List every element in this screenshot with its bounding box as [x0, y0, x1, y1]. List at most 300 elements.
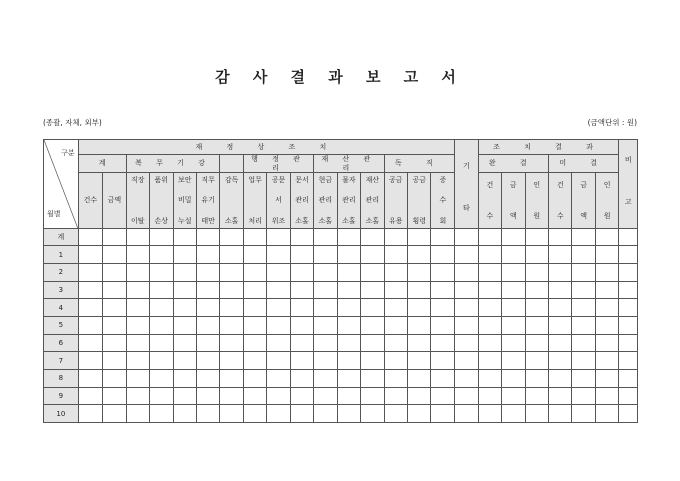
data-cell[interactable] [384, 228, 407, 246]
data-cell[interactable] [243, 264, 266, 282]
data-cell[interactable] [243, 369, 266, 387]
inspection-header: 독 직 [384, 155, 455, 172]
data-cell[interactable] [150, 405, 173, 423]
data-cell[interactable] [548, 405, 571, 423]
data-cell[interactable] [196, 281, 219, 299]
data-cell[interactable] [243, 281, 266, 299]
data-cell[interactable] [431, 299, 455, 317]
data-cell[interactable] [78, 264, 102, 282]
data-cell[interactable] [78, 299, 102, 317]
data-cell[interactable] [572, 228, 595, 246]
data-cell[interactable] [408, 405, 431, 423]
data-cell[interactable] [361, 317, 384, 335]
data-cell[interactable] [196, 264, 219, 282]
data-cell[interactable] [384, 405, 407, 423]
data-cell[interactable] [220, 405, 243, 423]
data-cell[interactable] [103, 405, 126, 423]
data-cell[interactable] [126, 334, 149, 352]
data-cell[interactable] [290, 334, 313, 352]
data-cell[interactable] [572, 281, 595, 299]
data-cell[interactable] [290, 352, 313, 370]
data-cell[interactable] [267, 281, 290, 299]
data-cell[interactable] [267, 299, 290, 317]
data-cell[interactable] [455, 387, 478, 405]
data-cell[interactable] [502, 264, 525, 282]
data-cell[interactable] [595, 317, 619, 335]
table-row [44, 387, 638, 405]
data-cell[interactable] [548, 264, 571, 282]
data-cell[interactable] [455, 246, 478, 264]
sub-header-6 [243, 172, 266, 228]
data-cell[interactable] [619, 228, 638, 246]
data-cell[interactable] [361, 405, 384, 423]
data-cell[interactable] [173, 299, 196, 317]
sub-header-line: 공문 [271, 175, 286, 184]
data-cell[interactable] [361, 387, 384, 405]
data-cell[interactable] [196, 387, 219, 405]
data-cell[interactable] [290, 317, 313, 335]
data-cell[interactable] [290, 228, 313, 246]
data-cell[interactable] [220, 352, 243, 370]
data-cell[interactable] [548, 228, 571, 246]
data-cell[interactable] [243, 299, 266, 317]
table-row [44, 264, 638, 282]
sub-header-line: 위조 [271, 216, 286, 225]
data-cell[interactable] [173, 387, 196, 405]
data-cell[interactable] [103, 246, 126, 264]
data-cell[interactable] [314, 228, 337, 246]
data-cell[interactable] [173, 317, 196, 335]
sub-header-line: 소홀 [295, 216, 309, 225]
data-cell[interactable] [243, 317, 266, 335]
data-cell[interactable] [431, 264, 455, 282]
data-cell[interactable] [408, 369, 431, 387]
data-cell[interactable] [267, 352, 290, 370]
table-row [44, 317, 638, 335]
data-cell[interactable] [78, 281, 102, 299]
category-label: 구분 [61, 149, 75, 157]
data-cell[interactable] [220, 387, 243, 405]
data-cell[interactable] [525, 246, 548, 264]
data-cell[interactable] [173, 246, 196, 264]
data-cell[interactable] [431, 334, 455, 352]
table-row [44, 352, 638, 370]
data-cell[interactable] [384, 387, 407, 405]
data-cell[interactable] [126, 387, 149, 405]
data-cell[interactable] [384, 246, 407, 264]
data-cell[interactable] [243, 246, 266, 264]
data-cell[interactable] [361, 352, 384, 370]
data-cell[interactable] [103, 317, 126, 335]
data-cell[interactable] [431, 246, 455, 264]
data-cell[interactable] [173, 264, 196, 282]
data-cell[interactable] [408, 387, 431, 405]
data-cell[interactable] [502, 317, 525, 335]
data-cell[interactable] [78, 369, 102, 387]
data-cell[interactable] [78, 387, 102, 405]
data-cell[interactable] [572, 317, 595, 335]
data-cell[interactable] [408, 246, 431, 264]
data-cell[interactable] [150, 264, 173, 282]
data-cell[interactable] [595, 369, 619, 387]
data-cell[interactable] [126, 281, 149, 299]
data-cell[interactable] [548, 281, 571, 299]
sub-header-line: 공금 [389, 175, 403, 184]
data-cell[interactable] [173, 369, 196, 387]
data-cell[interactable] [455, 317, 478, 335]
data-cell[interactable] [619, 264, 638, 282]
audit-table [43, 139, 638, 423]
data-cell[interactable] [78, 352, 102, 370]
data-cell[interactable] [478, 317, 501, 335]
data-cell[interactable] [314, 299, 337, 317]
data-cell[interactable] [267, 246, 290, 264]
sub-header-8 [290, 172, 313, 228]
data-cell[interactable] [150, 352, 173, 370]
data-cell[interactable] [478, 352, 501, 370]
data-cell[interactable] [78, 334, 102, 352]
data-cell[interactable] [408, 228, 431, 246]
data-cell[interactable] [243, 352, 266, 370]
data-cell[interactable] [384, 281, 407, 299]
data-cell[interactable] [290, 387, 313, 405]
data-cell[interactable] [619, 405, 638, 423]
data-cell[interactable] [196, 369, 219, 387]
data-cell[interactable] [478, 369, 501, 387]
data-cell[interactable] [314, 264, 337, 282]
sub-header-line: 관리 [318, 196, 333, 205]
data-cell[interactable] [455, 264, 478, 282]
data-cell[interactable] [267, 387, 290, 405]
sub-header-line: 이탈 [131, 216, 145, 225]
data-cell[interactable] [478, 334, 501, 352]
data-cell[interactable] [290, 264, 313, 282]
data-cell[interactable] [173, 228, 196, 246]
data-cell[interactable] [431, 352, 455, 370]
data-cell[interactable] [548, 334, 571, 352]
data-cell[interactable] [595, 405, 619, 423]
data-cell[interactable] [267, 369, 290, 387]
row-label: 6 [44, 334, 79, 352]
data-cell[interactable] [572, 334, 595, 352]
data-cell[interactable] [220, 334, 243, 352]
data-cell[interactable] [478, 405, 501, 423]
sub-header-line: 공금 [412, 175, 427, 184]
data-cell[interactable] [619, 246, 638, 264]
data-cell[interactable] [595, 387, 619, 405]
data-cell[interactable] [408, 317, 431, 335]
data-cell[interactable] [243, 387, 266, 405]
data-cell[interactable] [290, 246, 313, 264]
data-cell[interactable] [548, 387, 571, 405]
data-cell[interactable] [173, 405, 196, 423]
data-cell[interactable] [103, 264, 126, 282]
data-cell[interactable] [314, 352, 337, 370]
data-cell[interactable] [103, 228, 126, 246]
data-cell[interactable] [384, 299, 407, 317]
data-cell[interactable] [478, 387, 501, 405]
data-cell[interactable] [525, 352, 548, 370]
data-cell[interactable] [126, 264, 149, 282]
data-cell[interactable] [502, 246, 525, 264]
data-cell[interactable] [502, 369, 525, 387]
data-cell[interactable] [502, 299, 525, 317]
data-cell[interactable] [619, 352, 638, 370]
data-cell[interactable] [525, 387, 548, 405]
data-cell[interactable] [103, 281, 126, 299]
data-cell[interactable] [455, 369, 478, 387]
data-cell[interactable] [361, 299, 384, 317]
sub-header-9 [314, 172, 337, 228]
diagonal-header-cell [44, 140, 79, 229]
unit-note: (금액단위 : 원) [587, 118, 637, 127]
sub-header-10 [337, 172, 360, 228]
data-cell[interactable] [290, 405, 313, 423]
sub-header-line [150, 196, 172, 204]
sub-header-line [244, 196, 266, 204]
data-cell[interactable] [196, 228, 219, 246]
data-cell[interactable] [103, 387, 126, 405]
data-cell[interactable] [595, 281, 619, 299]
data-cell[interactable] [337, 246, 360, 264]
data-cell[interactable] [290, 299, 313, 317]
data-cell[interactable] [455, 352, 478, 370]
data-cell[interactable] [408, 352, 431, 370]
data-cell[interactable] [220, 228, 243, 246]
data-cell[interactable] [150, 369, 173, 387]
data-cell[interactable] [361, 334, 384, 352]
data-cell[interactable] [548, 352, 571, 370]
data-cell[interactable] [572, 369, 595, 387]
data-cell[interactable] [314, 281, 337, 299]
data-cell[interactable] [408, 264, 431, 282]
data-cell[interactable] [595, 228, 619, 246]
data-cell[interactable] [595, 264, 619, 282]
data-cell[interactable] [431, 281, 455, 299]
data-cell[interactable] [502, 387, 525, 405]
data-cell[interactable] [478, 228, 501, 246]
data-cell[interactable] [220, 264, 243, 282]
data-cell[interactable] [337, 281, 360, 299]
data-cell[interactable] [126, 352, 149, 370]
data-cell[interactable] [314, 317, 337, 335]
data-cell[interactable] [548, 317, 571, 335]
data-cell[interactable] [502, 281, 525, 299]
row-label: 5 [44, 317, 79, 335]
data-cell[interactable] [267, 264, 290, 282]
data-cell[interactable] [431, 369, 455, 387]
data-cell[interactable] [548, 246, 571, 264]
data-cell[interactable] [548, 369, 571, 387]
data-cell[interactable] [525, 264, 548, 282]
data-cell[interactable] [337, 352, 360, 370]
data-cell[interactable] [361, 369, 384, 387]
data-cell[interactable] [314, 246, 337, 264]
data-cell[interactable] [196, 299, 219, 317]
sub-header-7 [267, 172, 290, 228]
sub-header-line: 관리 [295, 196, 309, 205]
data-cell[interactable] [314, 405, 337, 423]
data-cell[interactable] [572, 405, 595, 423]
data-cell[interactable] [384, 334, 407, 352]
sub-header-line: 태만 [201, 216, 215, 225]
data-cell[interactable] [337, 369, 360, 387]
data-cell[interactable] [478, 246, 501, 264]
data-cell[interactable] [478, 281, 501, 299]
data-cell[interactable] [267, 228, 290, 246]
data-cell[interactable] [78, 246, 102, 264]
data-cell[interactable] [126, 405, 149, 423]
data-cell[interactable] [220, 299, 243, 317]
data-cell[interactable] [196, 352, 219, 370]
data-cell[interactable] [243, 334, 266, 352]
data-cell[interactable] [525, 405, 548, 423]
data-cell[interactable] [337, 228, 360, 246]
data-cell[interactable] [126, 317, 149, 335]
data-cell[interactable] [455, 299, 478, 317]
sub-header-line: 현금 [318, 175, 333, 184]
month-label: 월별 [47, 209, 61, 218]
data-cell[interactable] [619, 369, 638, 387]
data-cell[interactable] [408, 281, 431, 299]
data-cell[interactable] [384, 264, 407, 282]
data-cell[interactable] [525, 228, 548, 246]
data-cell[interactable] [150, 246, 173, 264]
data-cell[interactable] [337, 405, 360, 423]
data-cell[interactable] [455, 281, 478, 299]
data-cell[interactable] [196, 317, 219, 335]
data-cell[interactable] [126, 299, 149, 317]
data-cell[interactable] [455, 405, 478, 423]
data-cell[interactable] [408, 299, 431, 317]
data-cell[interactable] [173, 334, 196, 352]
data-cell[interactable] [619, 334, 638, 352]
data-cell[interactable] [525, 334, 548, 352]
data-cell[interactable] [78, 405, 102, 423]
data-cell[interactable] [431, 228, 455, 246]
data-cell[interactable] [243, 228, 266, 246]
data-cell[interactable] [126, 246, 149, 264]
data-cell[interactable] [431, 317, 455, 335]
data-cell[interactable] [196, 405, 219, 423]
data-cell[interactable] [150, 281, 173, 299]
data-cell[interactable] [150, 387, 173, 405]
data-cell[interactable] [595, 299, 619, 317]
data-cell[interactable] [572, 264, 595, 282]
data-cell[interactable] [361, 281, 384, 299]
data-cell[interactable] [103, 299, 126, 317]
data-cell[interactable] [548, 299, 571, 317]
data-cell[interactable] [572, 352, 595, 370]
data-cell[interactable] [525, 299, 548, 317]
data-cell[interactable] [525, 317, 548, 335]
table-row [44, 369, 638, 387]
data-cell[interactable] [243, 405, 266, 423]
data-cell[interactable] [431, 405, 455, 423]
data-cell[interactable] [478, 264, 501, 282]
data-cell[interactable] [150, 317, 173, 335]
data-cell[interactable] [196, 334, 219, 352]
data-cell[interactable] [220, 369, 243, 387]
data-cell[interactable] [78, 317, 102, 335]
data-cell[interactable] [455, 228, 478, 246]
data-cell[interactable] [572, 387, 595, 405]
data-cell[interactable] [595, 352, 619, 370]
data-cell[interactable] [502, 405, 525, 423]
data-cell[interactable] [267, 334, 290, 352]
data-cell[interactable] [502, 228, 525, 246]
data-cell[interactable] [361, 228, 384, 246]
data-cell[interactable] [220, 317, 243, 335]
data-cell[interactable] [103, 352, 126, 370]
data-cell[interactable] [502, 334, 525, 352]
data-cell[interactable] [314, 334, 337, 352]
data-cell[interactable] [384, 369, 407, 387]
data-cell[interactable] [337, 317, 360, 335]
data-cell[interactable] [361, 264, 384, 282]
data-cell[interactable] [290, 281, 313, 299]
data-cell[interactable] [502, 352, 525, 370]
data-cell[interactable] [314, 369, 337, 387]
data-cell[interactable] [455, 334, 478, 352]
data-cell[interactable] [150, 299, 173, 317]
data-cell[interactable] [525, 369, 548, 387]
data-cell[interactable] [337, 299, 360, 317]
table-row [44, 299, 638, 317]
data-cell[interactable] [619, 299, 638, 317]
row-label: 7 [44, 352, 79, 370]
total-amount-header: 금액 [103, 172, 126, 228]
data-cell[interactable] [150, 334, 173, 352]
data-cell[interactable] [361, 246, 384, 264]
data-cell[interactable] [384, 352, 407, 370]
data-cell[interactable] [173, 352, 196, 370]
data-cell[interactable] [78, 228, 102, 246]
data-cell[interactable] [337, 264, 360, 282]
data-cell[interactable] [267, 405, 290, 423]
data-cell[interactable] [478, 299, 501, 317]
data-cell[interactable] [525, 281, 548, 299]
sub-header-1 [126, 172, 149, 228]
data-cell[interactable] [337, 334, 360, 352]
data-cell[interactable] [619, 317, 638, 335]
data-cell[interactable] [290, 369, 313, 387]
data-cell[interactable] [126, 228, 149, 246]
data-cell[interactable] [220, 281, 243, 299]
data-cell[interactable] [337, 387, 360, 405]
data-cell[interactable] [314, 387, 337, 405]
data-cell[interactable] [196, 246, 219, 264]
sub-header-5 [220, 172, 243, 228]
data-cell[interactable] [384, 317, 407, 335]
data-cell[interactable] [595, 246, 619, 264]
data-cell[interactable] [126, 369, 149, 387]
result-sub-header-line: 건 [486, 180, 494, 189]
data-cell[interactable] [103, 334, 126, 352]
data-cell[interactable] [220, 246, 243, 264]
data-cell[interactable] [619, 387, 638, 405]
data-cell[interactable] [173, 281, 196, 299]
data-cell[interactable] [431, 387, 455, 405]
data-cell[interactable] [150, 228, 173, 246]
data-cell[interactable] [595, 334, 619, 352]
data-cell[interactable] [572, 246, 595, 264]
data-cell[interactable] [572, 299, 595, 317]
data-cell[interactable] [267, 317, 290, 335]
data-cell[interactable] [619, 281, 638, 299]
data-cell[interactable] [408, 334, 431, 352]
data-cell[interactable] [103, 369, 126, 387]
